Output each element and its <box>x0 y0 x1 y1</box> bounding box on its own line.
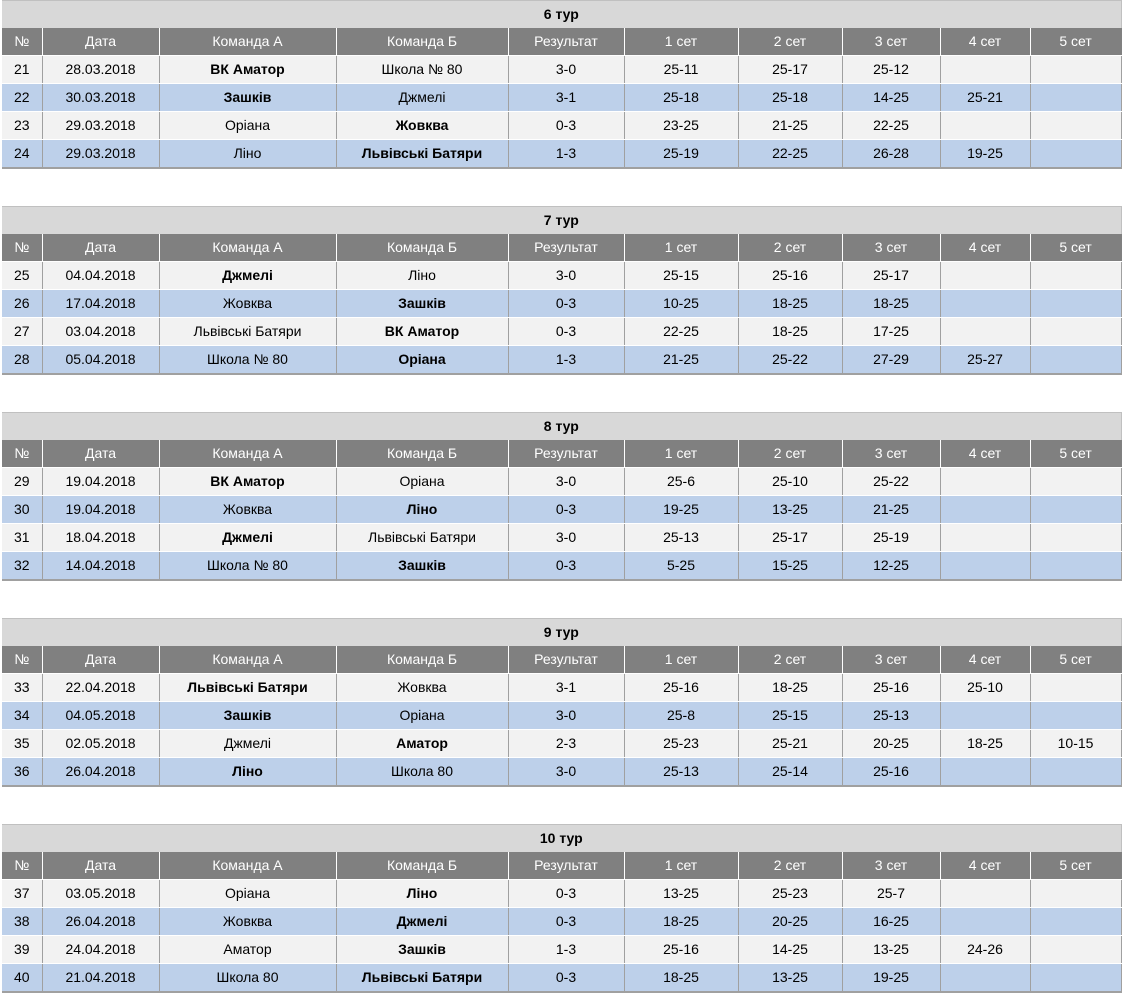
match-row <box>2 496 1121 524</box>
set-5-score <box>1030 758 1121 787</box>
match-date: 29.03.2018 <box>42 112 159 140</box>
match-row <box>2 84 1121 112</box>
set-1-score: 25-16 <box>624 674 738 702</box>
set-2-score: 20-25 <box>738 908 842 936</box>
team-b: Аматор <box>336 730 508 758</box>
set-2-score: 18-25 <box>738 674 842 702</box>
set-3-score: 25-22 <box>842 468 940 496</box>
match-result: 3-0 <box>508 468 624 496</box>
column-header: Команда А <box>159 234 336 262</box>
column-header: Команда Б <box>336 440 508 468</box>
set-3-score: 14-25 <box>842 84 940 112</box>
team-a: Джмелі <box>159 524 336 552</box>
column-header: Команда Б <box>336 852 508 880</box>
match-date: 24.04.2018 <box>42 936 159 964</box>
set-1-score: 25-16 <box>624 936 738 964</box>
match-number: 22 <box>2 84 42 112</box>
set-1-score: 25-19 <box>624 140 738 169</box>
match-number: 26 <box>2 290 42 318</box>
set-4-score <box>940 56 1030 84</box>
column-header: Дата <box>42 646 159 674</box>
team-b: Ліно <box>336 262 508 290</box>
set-1-score: 10-25 <box>624 290 738 318</box>
team-b: Школа 80 <box>336 758 508 787</box>
team-b: Оріана <box>336 702 508 730</box>
set-5-score: 10-15 <box>1030 730 1121 758</box>
column-header: 3 сет <box>842 852 940 880</box>
match-result: 3-0 <box>508 262 624 290</box>
match-date: 30.03.2018 <box>42 84 159 112</box>
match-number: 25 <box>2 262 42 290</box>
match-date: 26.04.2018 <box>42 908 159 936</box>
set-4-score <box>940 908 1030 936</box>
set-5-score <box>1030 262 1121 290</box>
set-3-score: 25-16 <box>842 758 940 787</box>
column-header: Дата <box>42 440 159 468</box>
set-4-score <box>940 262 1030 290</box>
column-header: Результат <box>508 440 624 468</box>
match-number: 23 <box>2 112 42 140</box>
set-3-score: 25-16 <box>842 674 940 702</box>
team-b: Джмелі <box>336 84 508 112</box>
match-date: 04.05.2018 <box>42 702 159 730</box>
team-a: Школа № 80 <box>159 552 336 581</box>
set-3-score: 25-13 <box>842 702 940 730</box>
round-table <box>2 618 1121 787</box>
set-3-score: 21-25 <box>842 496 940 524</box>
set-2-score: 25-16 <box>738 262 842 290</box>
set-1-score: 25-6 <box>624 468 738 496</box>
column-header: № <box>2 852 42 880</box>
set-2-score: 22-25 <box>738 140 842 169</box>
match-number: 39 <box>2 936 42 964</box>
match-row <box>2 702 1121 730</box>
column-header: № <box>2 646 42 674</box>
match-date: 28.03.2018 <box>42 56 159 84</box>
set-1-score: 25-15 <box>624 262 738 290</box>
match-date: 05.04.2018 <box>42 346 159 375</box>
set-5-score <box>1030 524 1121 552</box>
set-2-score: 25-15 <box>738 702 842 730</box>
match-result: 3-0 <box>508 56 624 84</box>
set-4-score <box>940 318 1030 346</box>
match-number: 21 <box>2 56 42 84</box>
round-table <box>2 206 1121 375</box>
column-header: 2 сет <box>738 852 842 880</box>
column-header: 4 сет <box>940 646 1030 674</box>
team-a: Джмелі <box>159 730 336 758</box>
set-1-score: 19-25 <box>624 496 738 524</box>
team-a: Ліно <box>159 140 336 169</box>
team-a: Львівські Батяри <box>159 318 336 346</box>
column-header: Результат <box>508 28 624 56</box>
team-a: ВК Аматор <box>159 468 336 496</box>
set-4-score <box>940 702 1030 730</box>
team-a: Джмелі <box>159 262 336 290</box>
set-2-score: 25-22 <box>738 346 842 375</box>
set-2-score: 15-25 <box>738 552 842 581</box>
match-result: 2-3 <box>508 730 624 758</box>
column-header: 1 сет <box>624 646 738 674</box>
round-title: 7 тур <box>2 207 1121 235</box>
match-row <box>2 112 1121 140</box>
team-b: Оріана <box>336 468 508 496</box>
column-header: № <box>2 234 42 262</box>
column-header: № <box>2 440 42 468</box>
team-a: Жовква <box>159 908 336 936</box>
match-result: 0-3 <box>508 318 624 346</box>
set-5-score <box>1030 674 1121 702</box>
set-4-score: 19-25 <box>940 140 1030 169</box>
team-b: Школа № 80 <box>336 56 508 84</box>
column-header: Команда Б <box>336 28 508 56</box>
team-b: Зашків <box>336 936 508 964</box>
match-row <box>2 346 1121 375</box>
round-title: 8 тур <box>2 413 1121 441</box>
schedule-table <box>2 206 1122 375</box>
set-2-score: 13-25 <box>738 964 842 993</box>
column-header: 4 сет <box>940 234 1030 262</box>
schedule-table <box>2 618 1122 787</box>
match-date: 26.04.2018 <box>42 758 159 787</box>
set-5-score <box>1030 290 1121 318</box>
match-result: 3-0 <box>508 524 624 552</box>
set-4-score <box>940 964 1030 993</box>
match-result: 0-3 <box>508 112 624 140</box>
set-4-score: 18-25 <box>940 730 1030 758</box>
column-header: 1 сет <box>624 852 738 880</box>
team-b: Львівські Батяри <box>336 140 508 169</box>
match-result: 0-3 <box>508 964 624 993</box>
set-2-score: 13-25 <box>738 496 842 524</box>
column-header: 4 сет <box>940 852 1030 880</box>
column-header: 4 сет <box>940 440 1030 468</box>
team-b: ВК Аматор <box>336 318 508 346</box>
set-4-score: 25-10 <box>940 674 1030 702</box>
match-date: 02.05.2018 <box>42 730 159 758</box>
column-header: 5 сет <box>1030 234 1121 262</box>
set-4-score <box>940 496 1030 524</box>
match-date: 03.05.2018 <box>42 880 159 908</box>
set-3-score: 12-25 <box>842 552 940 581</box>
set-2-score: 25-21 <box>738 730 842 758</box>
match-date: 17.04.2018 <box>42 290 159 318</box>
column-header: 2 сет <box>738 28 842 56</box>
column-header: 3 сет <box>842 440 940 468</box>
set-4-score <box>940 290 1030 318</box>
match-result: 0-3 <box>508 552 624 581</box>
match-row <box>2 552 1121 581</box>
column-header: 5 сет <box>1030 28 1121 56</box>
team-b: Зашків <box>336 552 508 581</box>
match-number: 34 <box>2 702 42 730</box>
column-header: 1 сет <box>624 28 738 56</box>
set-5-score <box>1030 936 1121 964</box>
round-title: 10 тур <box>2 825 1121 853</box>
set-5-score <box>1030 552 1121 581</box>
match-row <box>2 730 1121 758</box>
column-header: Команда А <box>159 646 336 674</box>
set-4-score <box>940 758 1030 787</box>
column-header: Результат <box>508 852 624 880</box>
team-a: Школа № 80 <box>159 346 336 375</box>
team-b: Львівські Батяри <box>336 964 508 993</box>
match-row <box>2 290 1121 318</box>
match-row <box>2 936 1121 964</box>
column-header: 4 сет <box>940 28 1030 56</box>
set-4-score: 25-21 <box>940 84 1030 112</box>
match-number: 27 <box>2 318 42 346</box>
set-3-score: 26-28 <box>842 140 940 169</box>
column-header: Команда А <box>159 28 336 56</box>
match-result: 3-0 <box>508 702 624 730</box>
set-4-score <box>940 112 1030 140</box>
set-2-score: 18-25 <box>738 318 842 346</box>
set-3-score: 18-25 <box>842 290 940 318</box>
set-1-score: 25-11 <box>624 56 738 84</box>
column-header: 5 сет <box>1030 646 1121 674</box>
match-result: 3-1 <box>508 674 624 702</box>
set-1-score: 13-25 <box>624 880 738 908</box>
set-3-score: 22-25 <box>842 112 940 140</box>
team-a: Ліно <box>159 758 336 787</box>
set-5-score <box>1030 468 1121 496</box>
match-number: 38 <box>2 908 42 936</box>
set-2-score: 25-10 <box>738 468 842 496</box>
team-b: Ліно <box>336 496 508 524</box>
team-a: Школа 80 <box>159 964 336 993</box>
set-5-score <box>1030 908 1121 936</box>
match-number: 29 <box>2 468 42 496</box>
team-a: ВК Аматор <box>159 56 336 84</box>
match-number: 40 <box>2 964 42 993</box>
set-3-score: 25-12 <box>842 56 940 84</box>
round-title: 6 тур <box>2 1 1121 29</box>
set-3-score: 17-25 <box>842 318 940 346</box>
set-2-score: 25-18 <box>738 84 842 112</box>
set-3-score: 25-19 <box>842 524 940 552</box>
match-date: 04.04.2018 <box>42 262 159 290</box>
team-b: Жовква <box>336 674 508 702</box>
set-1-score: 23-25 <box>624 112 738 140</box>
set-5-score <box>1030 84 1121 112</box>
match-number: 33 <box>2 674 42 702</box>
match-result: 0-3 <box>508 290 624 318</box>
team-a: Зашків <box>159 84 336 112</box>
column-header: 2 сет <box>738 440 842 468</box>
team-a: Львівські Батяри <box>159 674 336 702</box>
match-row <box>2 140 1121 169</box>
set-1-score: 25-13 <box>624 758 738 787</box>
match-date: 19.04.2018 <box>42 496 159 524</box>
column-header: Команда Б <box>336 646 508 674</box>
match-row <box>2 468 1121 496</box>
match-number: 24 <box>2 140 42 169</box>
set-3-score: 25-7 <box>842 880 940 908</box>
match-row <box>2 674 1121 702</box>
column-header: 2 сет <box>738 646 842 674</box>
match-row <box>2 56 1121 84</box>
column-header: Команда А <box>159 440 336 468</box>
team-b: Оріана <box>336 346 508 375</box>
match-number: 35 <box>2 730 42 758</box>
column-header: 5 сет <box>1030 440 1121 468</box>
team-a: Жовква <box>159 290 336 318</box>
schedule-table <box>2 0 1122 169</box>
column-header: Команда Б <box>336 234 508 262</box>
column-header: 2 сет <box>738 234 842 262</box>
match-number: 31 <box>2 524 42 552</box>
team-a: Жовква <box>159 496 336 524</box>
set-5-score <box>1030 346 1121 375</box>
match-number: 28 <box>2 346 42 375</box>
set-4-score <box>940 468 1030 496</box>
set-5-score <box>1030 964 1121 993</box>
match-row <box>2 318 1121 346</box>
match-row <box>2 524 1121 552</box>
column-header: Результат <box>508 646 624 674</box>
match-date: 03.04.2018 <box>42 318 159 346</box>
set-3-score: 13-25 <box>842 936 940 964</box>
set-4-score <box>940 524 1030 552</box>
set-1-score: 22-25 <box>624 318 738 346</box>
set-5-score <box>1030 140 1121 169</box>
column-header: Дата <box>42 852 159 880</box>
match-date: 19.04.2018 <box>42 468 159 496</box>
round-title: 9 тур <box>2 619 1121 647</box>
set-2-score: 25-17 <box>738 56 842 84</box>
set-1-score: 25-18 <box>624 84 738 112</box>
column-header: Команда А <box>159 852 336 880</box>
column-header: 3 сет <box>842 28 940 56</box>
set-1-score: 25-13 <box>624 524 738 552</box>
set-3-score: 20-25 <box>842 730 940 758</box>
match-date: 29.03.2018 <box>42 140 159 169</box>
match-result: 1-3 <box>508 346 624 375</box>
match-number: 36 <box>2 758 42 787</box>
match-number: 30 <box>2 496 42 524</box>
set-4-score: 24-26 <box>940 936 1030 964</box>
column-header: 3 сет <box>842 646 940 674</box>
column-header: 1 сет <box>624 234 738 262</box>
match-row <box>2 262 1121 290</box>
team-b: Ліно <box>336 880 508 908</box>
set-1-score: 18-25 <box>624 908 738 936</box>
match-result: 0-3 <box>508 496 624 524</box>
column-header: Результат <box>508 234 624 262</box>
column-header: № <box>2 28 42 56</box>
set-4-score <box>940 880 1030 908</box>
team-b: Львівські Батяри <box>336 524 508 552</box>
set-2-score: 18-25 <box>738 290 842 318</box>
set-4-score <box>940 552 1030 581</box>
column-header: 1 сет <box>624 440 738 468</box>
team-b: Зашків <box>336 290 508 318</box>
team-a: Аматор <box>159 936 336 964</box>
team-b: Жовква <box>336 112 508 140</box>
round-table <box>2 824 1121 993</box>
match-date: 14.04.2018 <box>42 552 159 581</box>
set-5-score <box>1030 880 1121 908</box>
set-2-score: 25-14 <box>738 758 842 787</box>
round-table <box>2 0 1121 169</box>
column-header: 3 сет <box>842 234 940 262</box>
match-result: 1-3 <box>508 140 624 169</box>
set-2-score: 14-25 <box>738 936 842 964</box>
match-result: 0-3 <box>508 880 624 908</box>
set-1-score: 25-8 <box>624 702 738 730</box>
match-row <box>2 880 1121 908</box>
set-5-score <box>1030 112 1121 140</box>
match-result: 3-1 <box>508 84 624 112</box>
set-5-score <box>1030 318 1121 346</box>
match-row <box>2 758 1121 787</box>
match-date: 18.04.2018 <box>42 524 159 552</box>
match-result: 3-0 <box>508 758 624 787</box>
schedule-table <box>2 824 1122 993</box>
set-2-score: 25-23 <box>738 880 842 908</box>
match-number: 37 <box>2 880 42 908</box>
set-2-score: 25-17 <box>738 524 842 552</box>
set-2-score: 21-25 <box>738 112 842 140</box>
set-3-score: 27-29 <box>842 346 940 375</box>
match-date: 22.04.2018 <box>42 674 159 702</box>
column-header: 5 сет <box>1030 852 1121 880</box>
set-1-score: 21-25 <box>624 346 738 375</box>
team-a: Оріана <box>159 880 336 908</box>
match-row <box>2 908 1121 936</box>
team-a: Зашків <box>159 702 336 730</box>
round-table <box>2 412 1121 581</box>
set-1-score: 5-25 <box>624 552 738 581</box>
team-a: Оріана <box>159 112 336 140</box>
column-header: Дата <box>42 28 159 56</box>
set-4-score: 25-27 <box>940 346 1030 375</box>
set-5-score <box>1030 496 1121 524</box>
set-3-score: 16-25 <box>842 908 940 936</box>
set-3-score: 25-17 <box>842 262 940 290</box>
schedule-table <box>2 412 1122 581</box>
match-result: 0-3 <box>508 908 624 936</box>
set-1-score: 18-25 <box>624 964 738 993</box>
set-5-score <box>1030 702 1121 730</box>
match-result: 1-3 <box>508 936 624 964</box>
set-5-score <box>1030 56 1121 84</box>
set-3-score: 19-25 <box>842 964 940 993</box>
team-b: Джмелі <box>336 908 508 936</box>
column-header: Дата <box>42 234 159 262</box>
set-1-score: 25-23 <box>624 730 738 758</box>
match-number: 32 <box>2 552 42 581</box>
match-date: 21.04.2018 <box>42 964 159 993</box>
match-row <box>2 964 1121 993</box>
